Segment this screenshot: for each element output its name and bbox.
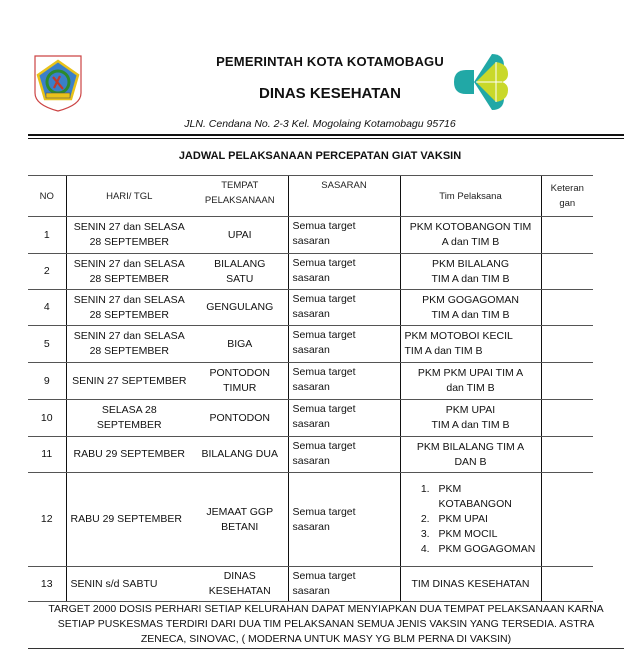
row-date	[66, 254, 192, 290]
row-date-line1: SENIN s/d SABTU	[70, 577, 158, 590]
row-target-line2: sasaran	[292, 235, 330, 247]
row-location-line1: BIGA	[227, 337, 253, 350]
row-location-line1: BILALANG	[214, 257, 266, 270]
row-target-line2: sasaran	[292, 344, 330, 356]
row-team-line2: TIM A dan TIM B	[404, 345, 483, 357]
row-notes	[541, 437, 593, 473]
table-header-row	[28, 176, 593, 217]
team-list-item: 2. PKM UPAI	[433, 512, 537, 527]
row-team-line2: DAN B	[454, 455, 487, 468]
row-target-line1: Semua target	[292, 440, 356, 452]
table-row	[28, 473, 593, 567]
row-team	[400, 254, 541, 290]
row-target-line2: sasaran	[292, 308, 330, 320]
row-notes	[541, 254, 593, 290]
row-team	[400, 290, 541, 326]
row-team-line1: PKM BILALANG TIM A	[416, 440, 525, 453]
row-notes	[541, 326, 593, 363]
col-header-target: SASARAN	[288, 176, 400, 217]
table-row	[28, 326, 593, 363]
row-location-line1: DINAS	[223, 570, 256, 582]
row-location-line1: PONTODON	[209, 411, 270, 424]
row-date-line2: 28 SEPTEMBER	[89, 345, 169, 357]
row-target	[288, 473, 400, 567]
table-row	[28, 290, 593, 326]
office-address: JLN. Cendana No. 2-3 Kel. Mogolaing Kotamobagu 95716	[184, 118, 456, 130]
row-date	[66, 473, 192, 567]
col-header-notes	[541, 176, 593, 217]
row-location	[192, 363, 288, 400]
row-target-line1: Semua target	[292, 220, 356, 232]
row-no: 1	[28, 217, 66, 254]
row-team-line2: TIM A dan TIM B	[431, 308, 510, 321]
row-target-line2: sasaran	[292, 455, 330, 467]
row-target	[288, 437, 400, 473]
row-location-line2: KESEHATAN	[208, 585, 271, 597]
row-location-line2: SATU	[226, 272, 254, 285]
row-no: 13	[28, 567, 66, 602]
row-target-line2: sasaran	[292, 381, 330, 393]
row-date-line2: 28 SEPTEMBER	[89, 236, 169, 248]
row-location-line2: TIMUR	[223, 382, 257, 394]
row-location	[192, 254, 288, 290]
row-notes	[541, 400, 593, 437]
row-team-line2: A dan TIM B	[441, 236, 500, 248]
row-notes	[541, 217, 593, 254]
row-date-line1: SENIN 27 SEPTEMBER	[72, 374, 187, 387]
col-header-team: Tim Pelaksana	[400, 176, 541, 217]
row-location-line1: PONTODON	[209, 367, 270, 379]
vaccination-schedule-table	[28, 175, 593, 602]
government-name: PEMERINTAH KOTA KOTAMOBAGU	[216, 54, 444, 69]
row-no: 2	[28, 254, 66, 290]
kemenkes-logo	[452, 52, 518, 114]
row-no: 5	[28, 326, 66, 363]
col-header-date: HARI/ TGL	[66, 176, 192, 217]
row-date-line1: SENIN 27 dan SELASA	[73, 293, 185, 306]
row-location-line1: GENGULANG	[206, 301, 274, 313]
letterhead-divider	[28, 134, 624, 136]
row-team	[400, 400, 541, 437]
row-date-line1: RABU 29 SEPTEMBER	[70, 513, 182, 525]
row-target	[288, 217, 400, 254]
row-target-line2: sasaran	[292, 418, 330, 430]
row-notes	[541, 363, 593, 400]
table-row	[28, 400, 593, 437]
row-date	[66, 326, 192, 363]
row-notes	[541, 290, 593, 326]
document-title: JADWAL PELAKSANAAN PERCEPATAN GIAT VAKSIN	[178, 150, 462, 162]
row-target	[288, 326, 400, 363]
row-target	[288, 567, 400, 602]
kota-kotamobagu-emblem	[33, 55, 83, 112]
row-team-line1: PKM UPAI	[445, 404, 496, 416]
row-location	[192, 400, 288, 437]
row-location	[192, 567, 288, 602]
row-team-line1: PKM KOTOBANGON TIM	[409, 221, 532, 233]
table-row	[28, 217, 593, 254]
row-date-line1: SENIN 27 dan SELASA	[73, 257, 185, 270]
col-header-notes-line2: gan	[559, 198, 576, 209]
row-target-line2: sasaran	[292, 520, 330, 533]
row-date-line1: SENIN 27 dan SELASA	[73, 221, 185, 233]
row-team	[400, 326, 541, 363]
row-notes	[541, 567, 593, 602]
row-team	[400, 473, 541, 567]
col-header-location-line1: TEMPAT	[221, 180, 259, 191]
table-row	[28, 437, 593, 473]
row-team-line1: PKM MOTOBOI KECIL	[404, 330, 513, 342]
row-location-line1: JEMAAT GGP	[206, 505, 274, 518]
col-header-location	[192, 176, 288, 217]
row-team	[400, 363, 541, 400]
row-team-line1: PKM GOGAGOMAN	[422, 293, 519, 306]
row-target-line1: Semua target	[292, 366, 356, 378]
row-date	[66, 437, 192, 473]
footer-note-line2: SETIAP PUSKESMAS TERDIRI DARI DUA TIM PELAKSANAN SEMUA JENIS VAKSIN YANG TERSEDIA. ASTRA	[57, 618, 595, 630]
row-location	[192, 326, 288, 363]
agency-name: DINAS KESEHATAN	[259, 85, 401, 102]
row-date	[66, 567, 192, 602]
row-team-line2: dan TIM B	[446, 382, 495, 394]
row-target-line2: sasaran	[292, 272, 330, 284]
row-date	[66, 290, 192, 326]
row-location	[192, 437, 288, 473]
row-team-line1: PKM BILALANG	[431, 257, 510, 270]
row-target-line1: Semua target	[292, 570, 356, 582]
footer-note-line3: ZENECA, SINOVAC, ( MODERNA UNTUK MASY YG BLM PERNA DI VAKSIN)	[140, 633, 512, 645]
table-row	[28, 363, 593, 400]
row-location	[192, 290, 288, 326]
col-header-no: NO	[28, 176, 66, 217]
col-header-location-line2: PELAKSANAAN	[204, 195, 275, 206]
row-date-line1: RABU 29 SEPTEMBER	[73, 448, 185, 460]
row-date	[66, 400, 192, 437]
row-no: 4	[28, 290, 66, 326]
row-target	[288, 290, 400, 326]
row-date-line1: SENIN 27 dan SELASA	[73, 330, 185, 342]
team-list-item: 1. PKM KOTABANGON	[433, 482, 537, 512]
row-target-line1: Semua target	[292, 257, 356, 269]
row-date	[66, 217, 192, 254]
row-team	[400, 217, 541, 254]
row-date-line1: SELASA 28 SEPTEMBER	[96, 404, 162, 431]
row-no: 11	[28, 437, 66, 473]
table-row	[28, 254, 593, 290]
row-location-line1: BILALANG DUA	[201, 448, 278, 460]
row-target	[288, 400, 400, 437]
row-no: 9	[28, 363, 66, 400]
team-list-item: 3. PKM MOCIL	[433, 527, 537, 542]
row-target-line1: Semua target	[292, 505, 356, 518]
row-team-line2: TIM A dan TIM B	[431, 272, 510, 285]
row-team-line2: TIM A dan TIM B	[431, 419, 510, 431]
row-date-line2: 28 SEPTEMBER	[89, 272, 169, 285]
row-team	[400, 567, 541, 602]
row-location	[192, 473, 288, 567]
row-no: 10	[28, 400, 66, 437]
team-list	[405, 482, 537, 557]
footer-note	[28, 602, 624, 647]
row-location-line2: BETANI	[221, 520, 259, 533]
col-header-notes-line1: Keteran	[550, 183, 584, 194]
row-location-line1: UPAI	[227, 228, 252, 241]
team-list-item: 4. PKM GOGAGOMAN	[433, 542, 537, 557]
row-target-line2: sasaran	[292, 585, 330, 597]
row-location	[192, 217, 288, 254]
row-target	[288, 363, 400, 400]
row-team	[400, 437, 541, 473]
letterhead-divider-thin	[28, 138, 624, 139]
footer-note-line1: TARGET 2000 DOSIS PERHARI SETIAP KELURAHAN DAPAT MENYIAPKAN DUA TEMPAT PELAKSANAAN KARNA	[48, 603, 604, 615]
footer-divider	[28, 648, 624, 649]
row-target	[288, 254, 400, 290]
row-team-line1: PKM PKM UPAI TIM A	[417, 367, 524, 379]
row-date-line2: 28 SEPTEMBER	[89, 308, 169, 321]
row-target-line1: Semua target	[292, 329, 356, 341]
table-row	[28, 567, 593, 602]
row-notes	[541, 473, 593, 567]
row-date	[66, 363, 192, 400]
row-target-line1: Semua target	[292, 403, 356, 415]
row-no: 12	[28, 473, 66, 567]
row-team-line1: TIM DINAS KESEHATAN	[411, 577, 530, 590]
row-target-line1: Semua target	[292, 293, 356, 305]
